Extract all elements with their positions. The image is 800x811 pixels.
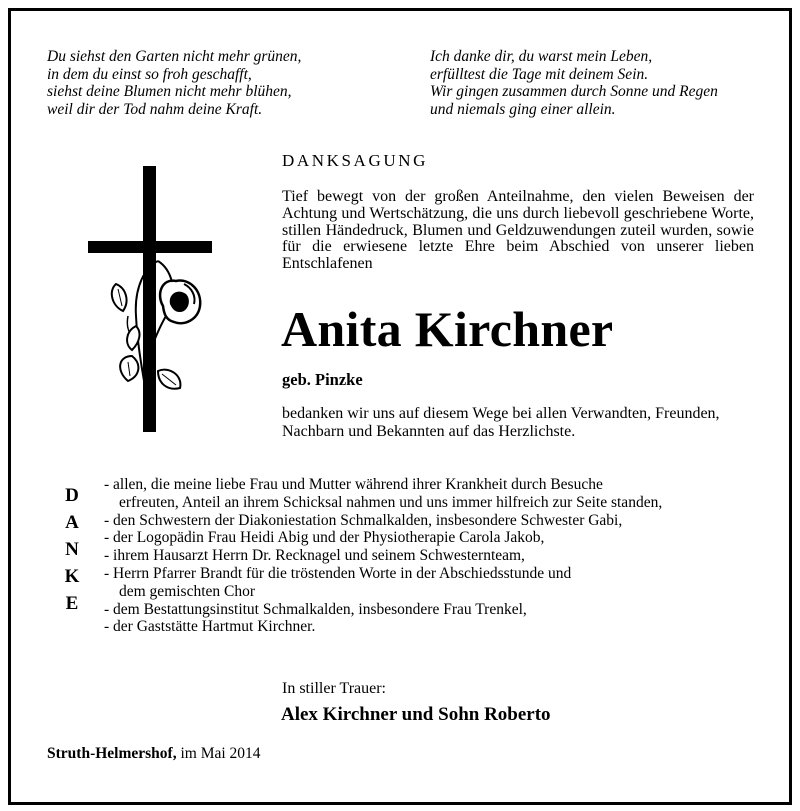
list-item-continuation: erfreuten, Anteil an ihrem Schicksal nahmen und uns immer hilfreich zur Seite standen, bbox=[119, 493, 663, 511]
list-item-continuation: dem gemischten Chor bbox=[119, 582, 256, 600]
poem-line: und niemals ging einer allein. bbox=[430, 100, 616, 118]
danke-letter: D bbox=[65, 485, 79, 506]
list-item: - der Logopädin Frau Heidi Abig und der Physiotherapie Carola Jakob, bbox=[104, 529, 545, 547]
thanks-line: bedanken wir uns auf diesem Wege bei allen Verwandten, Freunden, bbox=[282, 405, 720, 422]
list-item: - allen, die meine liebe Frau und Mutter während ihrer Krankheit durch Besuche bbox=[104, 476, 603, 493]
list-item: - den Schwestern der Diakoniestation Schmalkalden, insbesondere Schwester Gabi, bbox=[104, 511, 623, 529]
deceased-name: Anita Kirchner bbox=[281, 301, 614, 357]
list-item: - Herrn Pfarrer Brandt für die tröstenden Worte in der Abschiedsstunde und bbox=[104, 564, 572, 582]
poem-line: Wir gingen zusammen durch Sonne und Regen bbox=[430, 83, 718, 100]
list-item: - ihrem Hausarzt Herrn Dr. Recknagel und seinem Schwesternteam, bbox=[104, 547, 525, 565]
danke-letter: A bbox=[65, 512, 79, 533]
poem-line: erfülltest die Tage mit deinem Sein. bbox=[430, 65, 649, 83]
signers: Alex Kirchner und Sohn Roberto bbox=[281, 704, 551, 725]
date: im Mai 2014 bbox=[176, 745, 261, 762]
danke-letter: N bbox=[65, 539, 79, 560]
birth-name: geb. Pinzke bbox=[282, 370, 363, 389]
thanks-list bbox=[104, 476, 662, 636]
poem-line: siehst deine Blumen nicht mehr blühen, bbox=[47, 83, 292, 100]
poem-right bbox=[430, 48, 718, 118]
list-item: - dem Bestattungsinstitut Schmalkalden, insbesondere Frau Trenkel, bbox=[104, 600, 527, 618]
poem-line: Du siehst den Garten nicht mehr grünen, bbox=[47, 48, 302, 65]
thanks-general bbox=[282, 405, 720, 441]
poem-line: weil dir der Tod nahm deine Kraft. bbox=[47, 100, 263, 118]
page-title: DANKSAGUNG bbox=[282, 151, 428, 170]
poem-left bbox=[47, 48, 301, 118]
place: Struth-Helmershof, bbox=[47, 745, 177, 762]
poem-line: Ich danke dir, du warst mein Leben, bbox=[430, 48, 653, 65]
poem-line: in dem du einst so froh geschafft, bbox=[47, 65, 252, 83]
place-date bbox=[47, 745, 261, 763]
mourning-label: In stiller Trauer: bbox=[282, 680, 386, 697]
thanks-line: Nachbarn und Bekannten auf das Herzlichste. bbox=[282, 423, 576, 440]
intro-paragraph: Tief bewegt von der großen Anteilnahme, den vielen Beweisen der Achtung und Wertschätzung, die uns durch liebevoll geschriebene Worte, stillen Händedruck, Blumen und Geldzuwendungen zuteil wurden, sowie für die erwiesene letzte Ehre beim Abschied von unserer lieben Entschlafenen bbox=[282, 188, 754, 273]
danke-letter: K bbox=[64, 566, 80, 587]
cross-with-rose-icon bbox=[88, 166, 213, 432]
danke-letter: E bbox=[65, 593, 79, 614]
list-item: - der Gaststätte Hartmut Kirchner. bbox=[104, 618, 316, 636]
danke-vertical bbox=[60, 482, 84, 617]
